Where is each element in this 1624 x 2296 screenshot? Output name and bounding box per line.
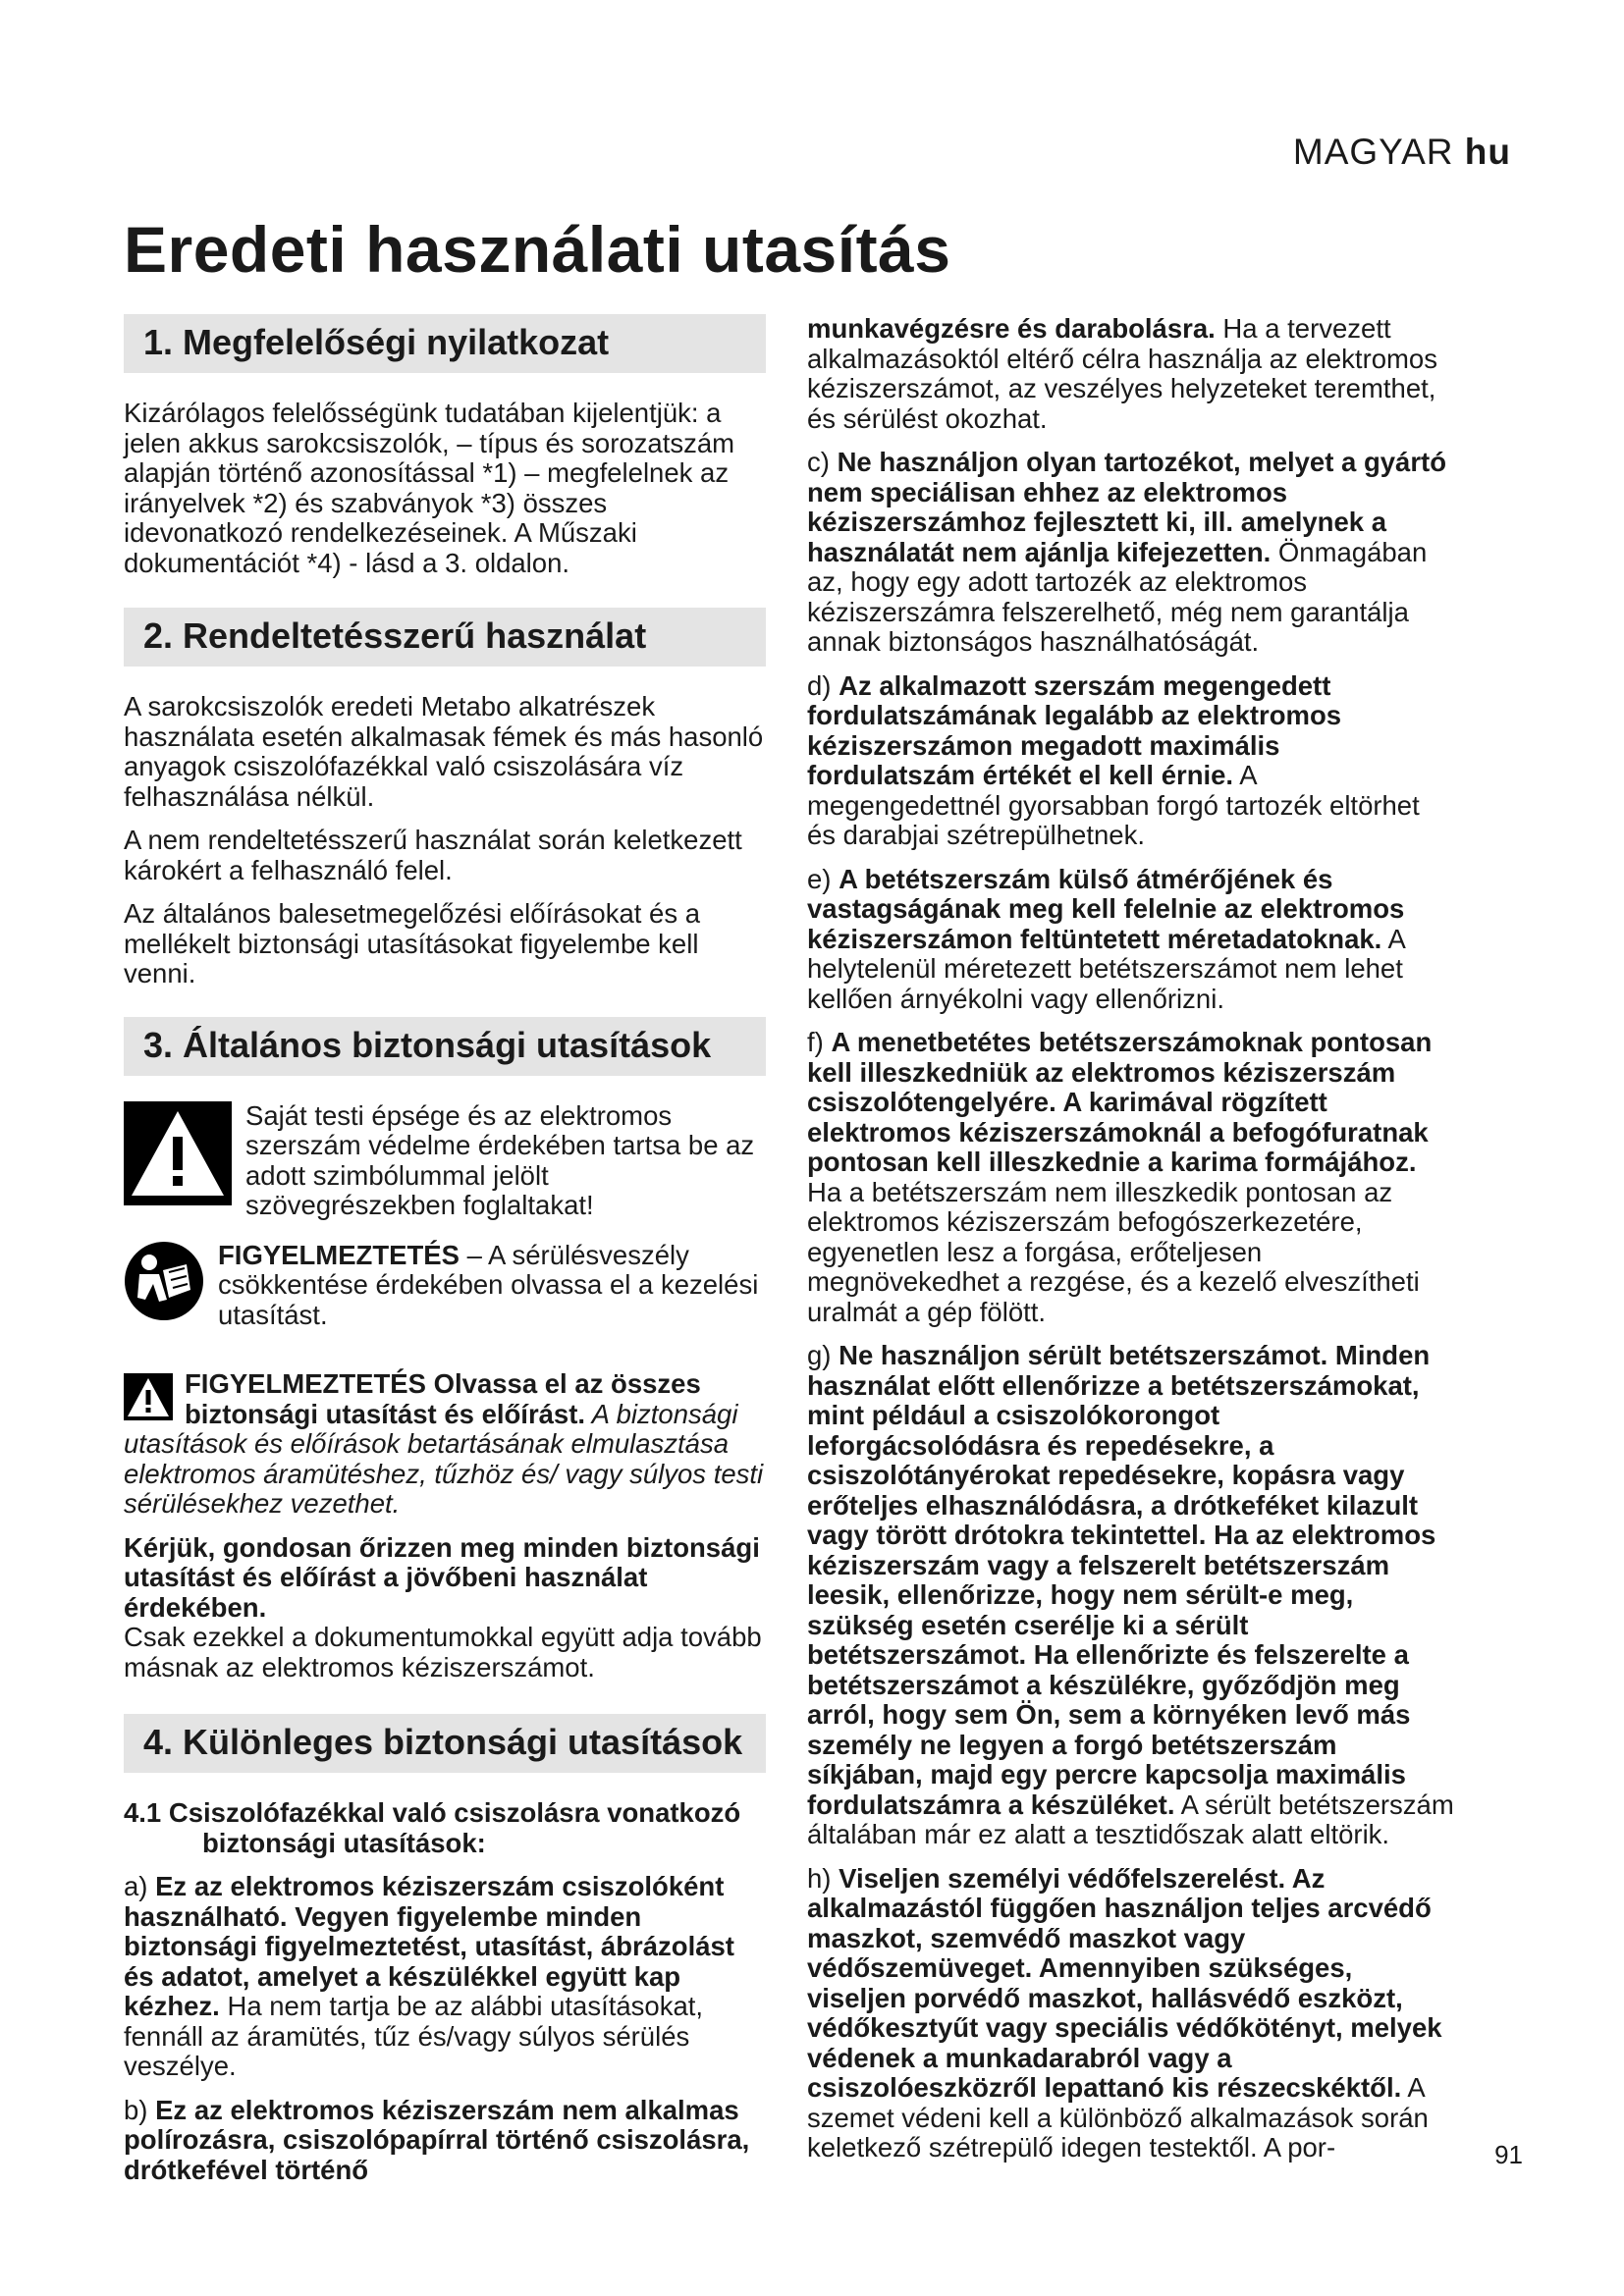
read-manual-icon bbox=[124, 1241, 204, 1328]
keep-instructions: Kérjük, gondosan őrizzen meg minden biztonsági utasítást és előírást a jövőbeni használat érdekében. Csak ezekkel a dokumentumokkal együtt adja tovább másnak az elektromos kéziszerszámot. bbox=[124, 1531, 762, 1682]
page-number: 91 bbox=[1494, 2140, 1523, 2169]
section-4-heading: 4. Különleges biztonsági utasítások bbox=[124, 1714, 766, 1773]
section-2-heading: 2. Rendeltetésszerű használat bbox=[124, 608, 766, 667]
read-manual-note: FIGYELMEZTETÉS – A sérülésveszély csökkentése érdekében olvassa el a kezelési utasítást. bbox=[124, 1241, 766, 1331]
instruction-item: a) Ez az elektromos kéziszerszám csiszolóként használható. Vegyen figyelembe minden biztonsági figyelmeztetést, utasítást, ábrázolást és adatot, amelyet a készülékkel együtt kap kézhez. Ha nem tartja be az alábbi utasításokat, fennáll az áramütés, tűz és/vagy súlyos sérülés veszélye. bbox=[124, 1871, 734, 2081]
warning-triangle-icon bbox=[124, 1373, 173, 1427]
subsection-4-1-heading: 4.1 Csiszolófazékkal való csiszolásra vonatkozó biztonsági utasítások: bbox=[124, 1797, 741, 1858]
section-2-paragraph: Az általános balesetmegelőzési előírásokat és a mellékelt biztonsági utasításokat figyelembe kell venni. bbox=[124, 898, 701, 988]
instruction-item: f) A menetbetétes betétszerszámoknak pontosan kell illeszkedniük az elektromos kéziszerszám csiszolótengelyére. A karimával rögzített elektromos kéziszerszámoknál a befogófuratnak pontosan kell illeszkednie a karima formájához. Ha a betétszerszám nem illeszkedik pontosan az elektromos kéziszerszám befogószerkezetére, egyenetlen lesz a forgása, erőteljesen megnövekedhet a rezgése, és a kezelő elveszítheti uralmát a gép fölött. bbox=[807, 1027, 1433, 1327]
instruction-item: c) Ne használjon olyan tartozékot, melyet a gyártó nem speciálisan ehhez az elektromos kéziszerszámhoz fejlesztett ki, ill. amelynek a használatát nem ajánlja kifejezetten. Önmagában az, hogy egy adott tartozék az elektromos kéziszerszámra felszerelhető, még nem garantálja annak biztonságos használhatóságát. bbox=[807, 447, 1447, 657]
left-column bbox=[124, 314, 766, 2199]
instruction-item: d) Az alkalmazott szerszám megengedett fordulatszámának legalább az elektromos kéziszerszámon megadott maximális fordulatszám értékét el kell érnie. A megengedettnél gyorsabban forgó tartozék eltörhet és darabjai szétrepülhetnek. bbox=[807, 669, 1420, 850]
section-2-paragraph: A sarokcsiszolók eredeti Metabo alkatrészek használata esetén alkalmasak fémek és más hasonló anyagok csiszolófazékkal való csiszolására víz felhasználása nélkül. bbox=[124, 691, 764, 812]
warning-triangle-icon bbox=[124, 1101, 232, 1212]
right-column bbox=[807, 314, 1455, 2177]
section-2-paragraph: A nem rendeltetésszerű használat során keletkezett károkért a felhasználó felel. bbox=[124, 825, 742, 885]
general-warning: FIGYELMEZTETÉS Olvassa el az összes biztonsági utasítást és előírást. A biztonsági utasítások és előírások betartásának elmulasztása elektromos áramütéshez, tűzhöz és/ vagy súlyos testi sérülésekhez vezethet. bbox=[124, 1368, 764, 1519]
instruction-item: h) Viseljen személyi védőfelszerelést. Az alkalmazástól függően használjon teljes arcvédő maszkot, szemvédő maszkot vagy védőszemüveget. Amennyiben szükséges, viseljen porvédő maszkot, hallásvédő eszközt, védőkesztyűt vagy speciális védőkötényt, melyek védenek a munkadarabról vagy a csiszolóeszközről lepattanó kis részecskéktől. A szemet védeni kell a különböző alkalmazások során keletkező szétrepülő idegen testektől. A por- bbox=[807, 1862, 1442, 2163]
instruction-item: e) A betétszerszám külső átmérőjének és vastagságának meg kell felelnie az elektromos kéziszerszámon feltüntetett méretadatoknak. A helytelenül méretezett betétszerszámot nem lehet kellően árnyékolni vagy ellenőrizni. bbox=[807, 863, 1405, 1014]
warning-symbol-note: Saját testi épsége és az elektromos szerszám védelme érdekében tartsa be az adott szimbólummal jelölt szövegrészekben foglaltakat! bbox=[124, 1101, 766, 1221]
language-label: MAGYAR hu bbox=[1292, 132, 1511, 172]
section-1-text: Kizárólagos felelősségünk tudatában kijelentjük: a jelen akkus sarokcsiszolók, – típus és sorozatszám alapján történő azonosítással *1) – megfelelnek az irányelvek *2) és szabványok *3) összes idevonatkozó rendelkezéseinek. A Műszaki dokumentációt *4) - lásd a 3. oldalon. bbox=[124, 398, 735, 578]
section-1-heading: 1. Megfelelőségi nyilatkozat bbox=[124, 314, 766, 373]
instruction-item-continued: munkavégzésre és darabolásra. Ha a tervezett alkalmazásoktól eltérő célra használja az elektromos kéziszerszámot, az veszélyes helyzeteket teremthet, és sérülést okozhat. bbox=[807, 313, 1437, 434]
page-title: Eredeti használati utasítás bbox=[124, 213, 951, 286]
instruction-item-start: b) Ez az elektromos kéziszerszám nem alkalmas polírozásra, csiszolópapírral történő csiszolásra, drótkefével történő bbox=[124, 2094, 750, 2185]
instruction-item: g) Ne használjon sérült betétszerszámot. Minden használat előtt ellenőrizze a betétszerszámokat, mint például a csiszolókorongot leforgácsolódásra és repedésekre, a csiszolótányérokat repedésekre, kopásra vagy erőteljes elhasználódásra, a drótkeféket kilazult vagy törött drótokra tekintettel. Ha az elektromos kéziszerszám vagy a felszerelt betétszerszám leesik, ellenőrizze, hogy nem sérült-e meg, szükség esetén cserélje ki a sérült betétszerszámot. Ha ellenőrizte és felszerelte a betétszerszámot a készülékre, győződjön meg arról, hogy sem Ön, sem a környéken levő más személy ne legyen a forgó betétszerszám síkjában, majd egy percre kapcsolja maximális fordulatszámra a készüléket. A sérült betétszerszám általában már ez alatt a tesztidőszak alatt eltörik. bbox=[807, 1340, 1454, 1849]
section-3-heading: 3. Általános biztonsági utasítások bbox=[124, 1017, 766, 1076]
